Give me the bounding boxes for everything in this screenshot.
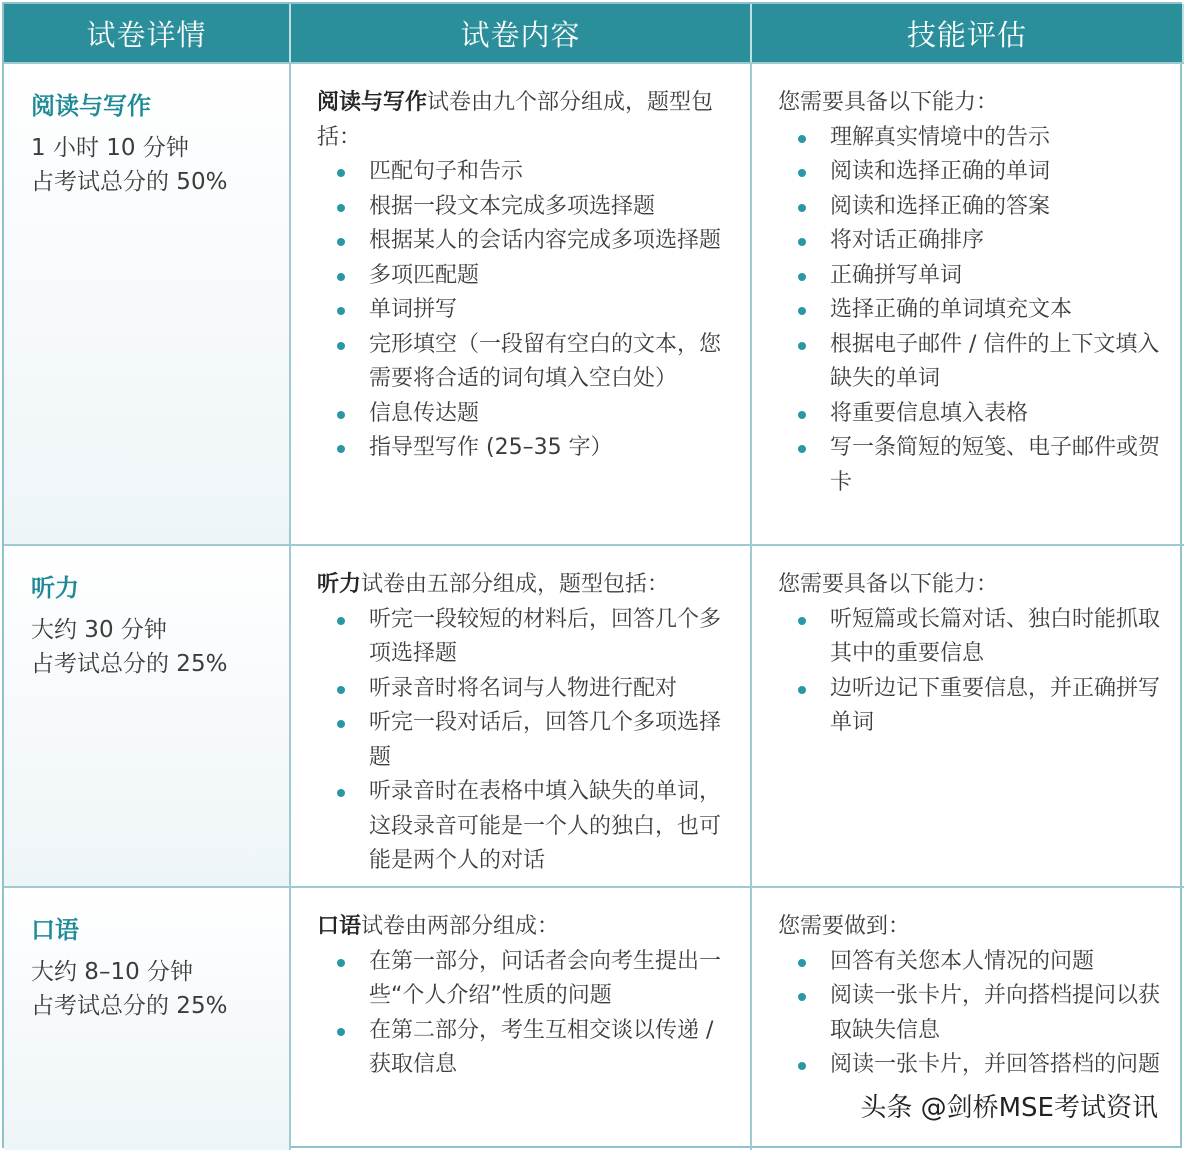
list-item: 选择正确的单词填充文本 xyxy=(778,293,1162,328)
list-item: 指导型写作 (25–35 字） xyxy=(317,431,728,466)
paper-duration: 大约 30 分钟 xyxy=(31,617,167,643)
list-item: 边听边记下重要信息，并正确拼写单词 xyxy=(778,672,1162,741)
content-title: 口语 xyxy=(317,914,362,939)
header-skills: 技能评估 xyxy=(752,4,1184,62)
row-listening-content xyxy=(291,544,752,886)
content-intro: 听力试卷由五部分组成，题型包括： xyxy=(317,572,670,597)
skills-intro: 您需要具备以下能力： xyxy=(778,90,999,115)
list-item: 正确拼写单词 xyxy=(778,259,1162,294)
content-title: 阅读与写作 xyxy=(317,90,428,115)
content-list xyxy=(317,155,728,466)
list-item: 单词拼写 xyxy=(317,293,728,328)
content-title: 听力 xyxy=(317,572,362,597)
list-item: 听完一段较短的材料后，回答几个多项选择题 xyxy=(317,603,728,672)
row-reading-skills xyxy=(752,62,1184,544)
row-listening-skills xyxy=(752,544,1184,886)
paper-weight: 占考试总分的 25% xyxy=(31,993,228,1019)
list-item: 听录音时在表格中填入缺失的单词，这段录音可能是一个人的独白，也可能是两个人的对话 xyxy=(317,775,728,879)
list-item: 回答有关您本人情况的问题 xyxy=(778,945,1162,980)
content-intro: 口语试卷由两部分组成： xyxy=(317,914,560,939)
paper-name: 口语 xyxy=(31,916,79,944)
paper-duration: 1 小时 10 分钟 xyxy=(31,135,189,161)
list-item: 根据一段文本完成多项选择题 xyxy=(317,190,728,225)
list-item: 听完一段对话后，回答几个多项选择题 xyxy=(317,706,728,775)
content-intro: 阅读与写作试卷由九个部分组成，题型包括： xyxy=(317,90,714,150)
list-item: 根据某人的会话内容完成多项选择题 xyxy=(317,224,728,259)
skills-intro: 您需要具备以下能力： xyxy=(778,572,999,597)
list-item: 在第一部分，问话者会向考生提出一些“个人介绍”性质的问题 xyxy=(317,945,728,1014)
list-item: 将对话正确排序 xyxy=(778,224,1162,259)
skills-list xyxy=(778,603,1162,741)
content-list xyxy=(317,603,728,879)
paper-weight: 占考试总分的 50% xyxy=(31,169,228,195)
list-item: 匹配句子和告示 xyxy=(317,155,728,190)
paper-name: 阅读与写作 xyxy=(31,92,151,120)
paper-duration: 大约 8–10 分钟 xyxy=(31,959,194,985)
list-item: 阅读一张卡片，并回答搭档的问题 xyxy=(778,1048,1162,1083)
skills-list xyxy=(778,121,1162,501)
list-item: 阅读一张卡片，并向搭档提问以获取缺失信息 xyxy=(778,979,1162,1048)
list-item: 听短篇或长篇对话、独白时能抓取其中的重要信息 xyxy=(778,603,1162,672)
skills-intro: 您需要做到： xyxy=(778,914,911,939)
list-item: 听录音时将名词与人物进行配对 xyxy=(317,672,728,707)
list-item: 完形填空（一段留有空白的文本，您需要将合适的词句填入空白处） xyxy=(317,328,728,397)
content-list xyxy=(317,945,728,1083)
row-speaking-content xyxy=(291,886,752,1150)
row-reading-details xyxy=(4,62,291,544)
list-item: 阅读和选择正确的单词 xyxy=(778,155,1162,190)
paper-name: 听力 xyxy=(31,574,79,602)
header-content: 试卷内容 xyxy=(291,4,752,62)
list-item: 在第二部分，考生互相交谈以传递 / 获取信息 xyxy=(317,1014,728,1083)
list-item: 根据电子邮件 / 信件的上下文填入缺失的单词 xyxy=(778,328,1162,397)
list-item: 写一条简短的短笺、电子邮件或贺卡 xyxy=(778,431,1162,500)
exam-table xyxy=(2,2,1182,1148)
row-reading-content xyxy=(291,62,752,544)
skills-list xyxy=(778,945,1162,1083)
row-listening-details xyxy=(4,544,291,886)
header-details: 试卷详情 xyxy=(4,4,291,62)
list-item: 理解真实情境中的告示 xyxy=(778,121,1162,156)
paper-weight: 占考试总分的 25% xyxy=(31,651,228,677)
list-item: 信息传达题 xyxy=(317,397,728,432)
list-item: 阅读和选择正确的答案 xyxy=(778,190,1162,225)
list-item: 将重要信息填入表格 xyxy=(778,397,1162,432)
watermark: 头条 @剑桥MSE考试资讯 xyxy=(860,1093,1158,1123)
list-item: 多项匹配题 xyxy=(317,259,728,294)
row-speaking-details xyxy=(4,886,291,1150)
